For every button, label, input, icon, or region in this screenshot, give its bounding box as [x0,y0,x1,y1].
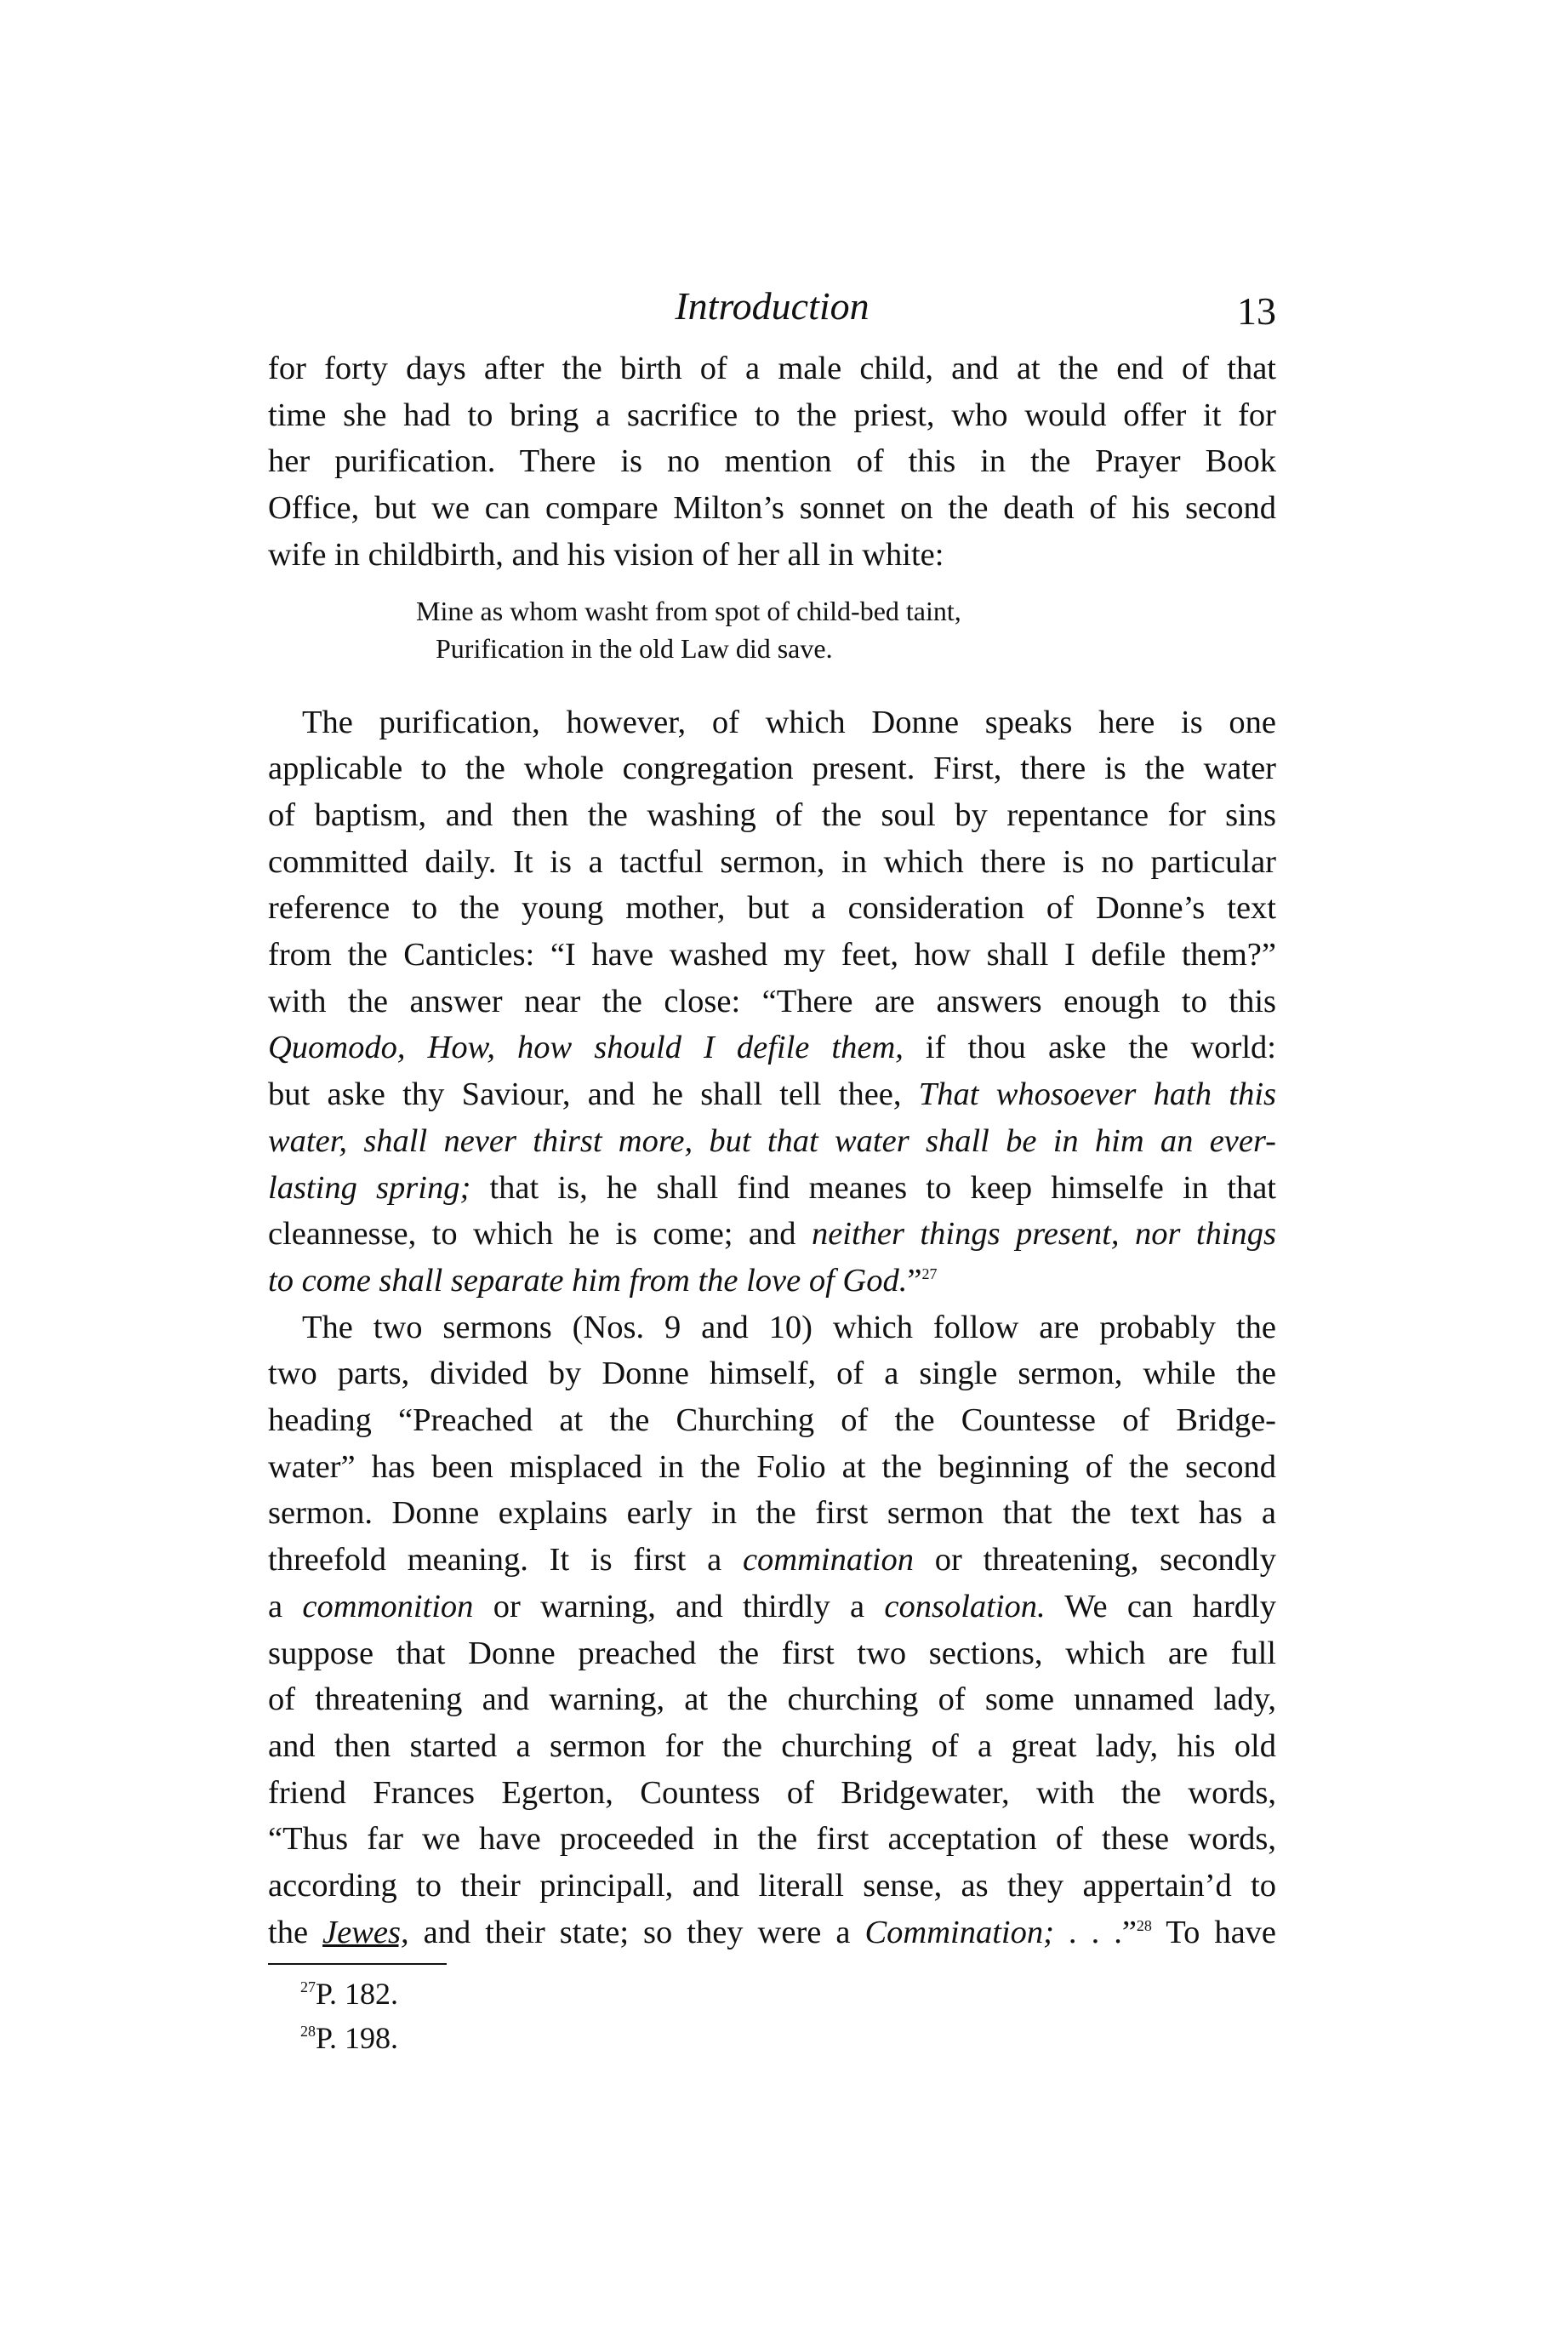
text-run: threefold meaning. It is first a [268,1542,743,1578]
text-run: the [268,1914,323,1950]
italic-text: Jewes, [322,1914,409,1950]
text-run: or warning, and thirdly a [473,1588,885,1624]
text-run: ” [907,1262,922,1299]
text-line: of baptism, and then the washing of the soul by repentance for sins [268,796,1276,833]
text-line: time she had to bring a sacrifice to the priest, who would offer it for [268,397,1276,433]
footnote-text: P. 182. [316,1976,399,2011]
page-number: 13 [1237,289,1276,333]
text-line: of threatening and warning, at the churching of some unnamed lady, [268,1681,1276,1718]
text-line: The two sermons (Nos. 9 and 10) which follow are probably the [302,1309,1276,1345]
text-line [268,1071,1276,1118]
text-run: . . .” [1053,1914,1137,1950]
text-run: that is, he shall find meanes to keep himselfe in that [470,1169,1276,1206]
book-page [268,281,1276,2060]
footnote [268,2016,1276,2060]
text-line: suppose that Donne preached the first two sections, which are full [268,1635,1276,1671]
footnote-text: P. 198. [316,2020,399,2055]
text-line: with the answer near the close: “There are answers enough to this [268,983,1276,1019]
text-line: committed daily. It is a tactful sermon, in which there is no particular [268,843,1276,880]
text-line [268,1025,1276,1071]
footnote-mark: 28 [300,2022,316,2040]
text-line [268,1165,1276,1212]
text-run: but aske thy Saviour, and he shall tell thee, [268,1076,919,1113]
block-quote [268,592,1276,667]
text-run: cleannesse, to which he is come; and [268,1216,812,1253]
footnote-mark: 27 [300,1978,316,1995]
italic-text: commonition [302,1588,474,1624]
text-line [268,1258,1276,1304]
paragraph-1 [268,345,1276,579]
italic-text: lasting spring; [268,1169,471,1206]
text-line: two parts, divided by Donne himself, of a single sermon, while the [268,1356,1276,1392]
text-line [268,1584,1276,1630]
footnotes [268,1963,1276,2060]
italic-text: That whosoever hath this [918,1076,1276,1113]
text-line: reference to the young mother, but a consideration of Donne’s text [268,890,1276,927]
quote-line: Purification in the old Law did save. [436,632,833,664]
text-line [268,1118,1276,1165]
text-line: heading “Preached at the Churching of the Countesse of Bridge- [268,1402,1276,1439]
paragraph-3 [268,1304,1276,1956]
text-line: her purification. There is no mention of this in the Prayer Book [268,443,1276,480]
quote-line: Mine as whom washt from spot of child-bed taint, [416,595,961,626]
footnote-ref: 28 [1136,1916,1152,1934]
footnote-rule [268,1963,447,1965]
text-line: and then started a sermon for the churching of a great lady, his old [268,1727,1276,1764]
italic-text: commination [742,1542,915,1578]
text-run: a [268,1588,303,1624]
italic-text: Commination; [864,1914,1054,1950]
footnote [268,1972,1276,2016]
text-line [268,1910,1276,1956]
text-line: for forty days after the birth of a male child, and at the end of that [268,351,1276,386]
italic-text: to come shall separate him from the love of God. [268,1262,908,1299]
italic-text: water, shall never thirst more, but that water shall be in him an ever- [268,1122,1276,1159]
text-line [268,1211,1276,1258]
text-line: sermon. Donne explains early in the first sermon that the text has a [268,1495,1276,1532]
text-run: We can hardly [1045,1588,1276,1624]
text-run: and their state; so they were a [408,1914,865,1950]
text-line: friend Frances Egerton, Countess of Bridgewater, with the words, [268,1774,1276,1811]
text-run: or threatening, secondly [914,1542,1276,1578]
text-run: To have [1151,1914,1276,1950]
running-head [268,281,1276,345]
footnote-ref: 27 [921,1264,938,1282]
text-line: water” has been misplaced in the Folio at the beginning of the second [268,1448,1276,1485]
text-line: according to their principall, and literall sense, as they appertain’d to [268,1868,1276,1904]
text-line: “Thus far we have proceeded in the first acceptation of these words, [268,1821,1276,1858]
text-line [268,1537,1276,1584]
italic-text: neither things present, nor things [811,1216,1276,1253]
text-line: applicable to the whole congregation present. First, there is the water [268,751,1276,787]
text-line: Office, but we can compare Milton’s sonnet on the death of his second [268,490,1276,527]
paragraph-2 [268,699,1276,1304]
running-title: Introduction [675,284,870,328]
text-line: The purification, however, of which Donne speaks here is one [302,704,1276,740]
italic-text: consolation. [884,1588,1046,1624]
text-line: wife in childbirth, and his vision of her all in white: [268,536,944,573]
text-line: from the Canticles: “I have washed my feet, how shall I defile them?” [268,937,1276,973]
text-run: if thou aske the world: [903,1030,1276,1066]
italic-text: Quomodo, How, how should I defile them, [268,1030,904,1066]
